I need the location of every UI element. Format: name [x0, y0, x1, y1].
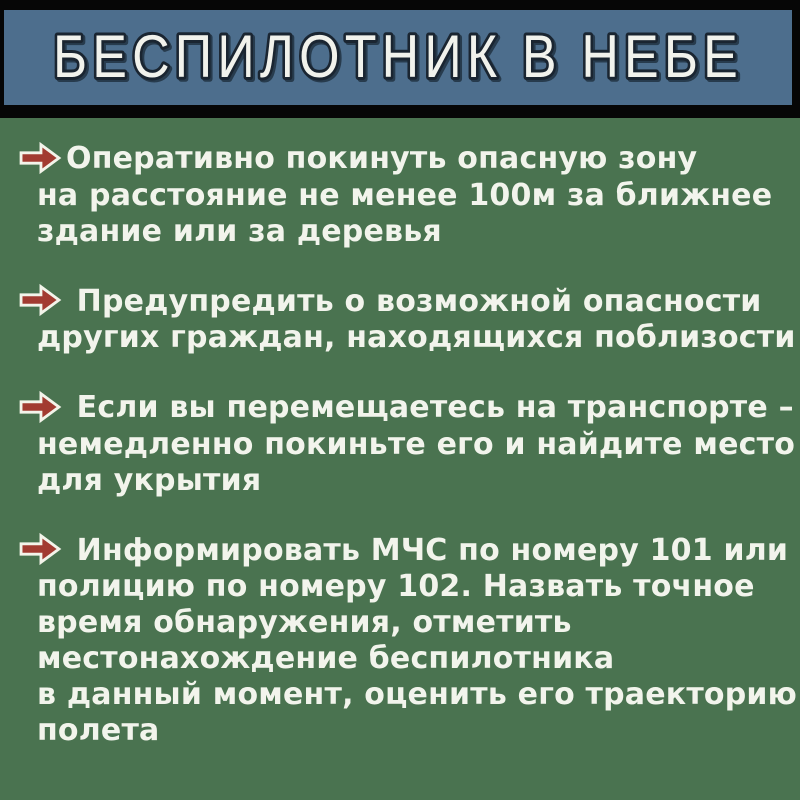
list-item-text: Если вы перемещаетесь на транспорте –	[66, 390, 794, 425]
content	[0, 118, 800, 749]
list-item	[0, 284, 800, 357]
header	[0, 0, 800, 118]
list-item-text: полицию по номеру 102. Назвать точное	[37, 569, 755, 604]
page-title: БЕСПИЛОТНИК В НЕБЕ	[53, 23, 743, 90]
list-item-text: на расстояние не менее 100м за ближнее	[37, 177, 773, 213]
title-banner-svg	[4, 10, 792, 105]
list-item-line	[0, 390, 800, 427]
list-item-text: полета	[37, 713, 160, 748]
list-item	[0, 390, 800, 499]
list-item-text: Оперативно покинуть опасную зону	[66, 141, 698, 176]
arrow-right-icon	[18, 531, 62, 567]
list-item-text: других граждан, находящихся поблизости	[37, 320, 796, 355]
list-item-text: Информировать МЧС по номеру 101 или	[66, 532, 789, 568]
list-item-text: для укрытия	[37, 462, 262, 498]
list-item	[0, 141, 800, 250]
arrow-right-icon	[18, 389, 62, 425]
list-item-line	[0, 141, 800, 178]
list-item-text: немедленно покиньте его и найдите место	[37, 426, 796, 462]
arrow-right-icon	[18, 140, 62, 176]
title-banner	[4, 10, 792, 105]
list-item	[0, 533, 800, 750]
list-item-text: здание или за деревья	[37, 213, 442, 249]
list-item-line	[0, 533, 800, 570]
list-item-text: время обнаружения, отметить	[37, 605, 572, 640]
list-item-line	[0, 284, 800, 321]
list-item-text: местонахождение беспилотника	[37, 641, 615, 676]
list-item-text: в данный момент, оценить его траекторию	[37, 677, 797, 712]
arrow-right-icon	[18, 282, 62, 318]
list-item-text: Предупредить о возможной опасности	[66, 283, 762, 319]
